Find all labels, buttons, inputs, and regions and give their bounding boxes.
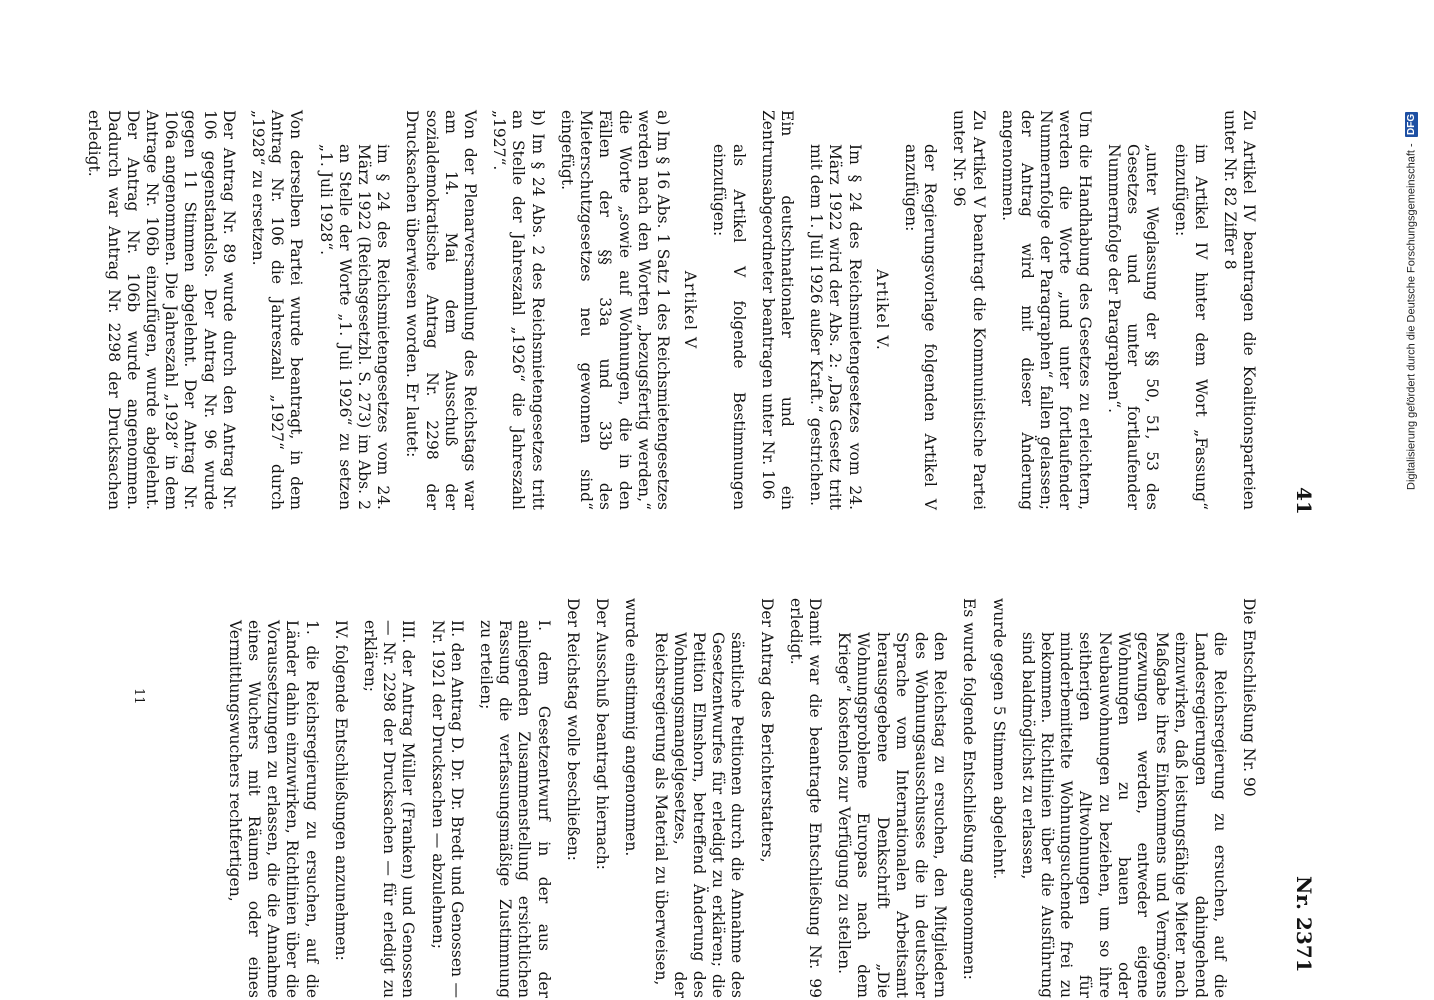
paragraph: Der Reichstag wolle beschließen: xyxy=(563,598,582,861)
right-column xyxy=(215,598,1258,998)
paragraph: Zu Artikel V beantragt die Kommunistische Partei unter Nr. 96 xyxy=(950,110,988,510)
paragraph: Der Ausschuß beantragt hiernach: xyxy=(593,598,612,870)
left-column xyxy=(74,110,1258,510)
quote: die Reichsregierung zu ersuchen, auf die Landesregierungen dahingehend einzuwirken, daß leistungsfähige Mieter nach Maßgabe ihres Einkommens und Vermögens gezwungen werden, entweder eigene Wohnungen zu bauen oder Neubauwohnungen zu beziehen, um so ihre seitherigen Altwohnungen für minderbemittelte Wohnungsuchende frei zu bekommen. Richtlinien über die Ausführung sind baldmöglichst zu erlassen, xyxy=(1018,632,1229,998)
list-item: II. den Antrag D. Dr. Dr. Bredt und Genossen — Nr. 1921 der Drucksachen — abzulehnen; xyxy=(428,620,466,998)
article-heading: Artikel V xyxy=(681,270,700,350)
funding-note xyxy=(1405,10,1418,490)
list-item: III. der Antrag Müller (Franken) und Genossen — Nr. 2298 der Drucksachen — für erledigt zu erklären; xyxy=(361,620,418,998)
paragraph: Um die Handhabung des Gesetzes zu erleichtern, werden die Worte „und unter fortlaufender Nummernfolge der Paragraphen“ fallen gelassen; der Antrag wird mit dieser Änderung angenommen. xyxy=(998,110,1094,510)
quote: Im § 24 des Reichsmietengesetzes vom 24. März 1922 wird der Abs. 2: „Das Gesetz tritt mit dem 1. Juli 1926 außer Kraft.“ gestrichen. xyxy=(807,144,864,510)
dfg-logo: DFG xyxy=(1406,114,1417,136)
paragraph: Der Antrag Nr. 89 wurde durch den Antrag Nr. 106 gegenstandslos. Der Antrag Nr. 96 wurde gegen 11 Stimmen abgelehnt. Der Antrag Nr. 106a angenommen. Die Jahreszahl „1928“ in dem Antrage Nr. 106b einzufügen, wurde abgelehnt. Der Antrag Nr. 106b wurde angenommen. Dadurch war Antrag Nr. 2298 der Drucksachen erledigt. xyxy=(85,110,238,510)
paragraph: Es wurde folgende Entschließung angenommen: xyxy=(960,598,979,980)
funding-note-text: Digitalisierung gefördert durch die Deutsche Forschungsgemeinschaft - xyxy=(1405,143,1418,490)
paragraph: Die Entschließung Nr. 90 xyxy=(1240,598,1258,797)
paragraph: Damit war die beantragte Entschließung Nr. 99 erledigt. xyxy=(786,598,824,998)
list-item: b) Im § 24 Abs. 2 des Reichsmietengesetzes tritt an Stelle der Jahreszahl „1926“ die Jahreszahl „1927“. xyxy=(490,110,547,510)
list-item: I. dem Gesetzentwurf in der aus der anliegenden Zusammenstellung ersichtlichen Fassung die verfassungsmäßige Zustimmung zu erteilen; xyxy=(477,620,553,998)
paragraph: im Artikel IV hinter dem Wort „Fassung“ einzufügen: xyxy=(1172,144,1210,510)
quote: im § 24 des Reichsmietengesetzes vom 24. März 1922 (Reichsgesetzbl. S. 273) im Abs. 2 an Stelle der Worte „1. Juli 1926“ zu setzen „1. Juli 1928“. xyxy=(316,144,393,510)
list-item: IV. folgende Entschließungen anzunehmen: xyxy=(331,620,350,961)
page-number-left: 41 xyxy=(1292,487,1316,515)
footer-page-number: 11 xyxy=(131,688,146,705)
paragraph: der Regierungsvorlage folgenden Artikel V anzufügen: xyxy=(901,144,940,510)
paragraph: wurde einstimmig angenommen. xyxy=(622,598,641,857)
quote: den Reichstag zu ersuchen, den Mitgliedern des Wohnungsausschusses die in deutscher Sprache vom Internationalen Arbeitsamt herausgegebene Denkschrift „Die Wohnungsprobleme Europas nach dem Kriege“ kostenlos zur Verfügung zu stellen. xyxy=(835,632,950,998)
quote: sämtliche Petitionen durch die Annahme des Gesetzentwurfes für erledigt zu erklären; die Petition Elmshorn, betreffend Änderung des Wohnungsmangelgesetzes, der Reichsregierung als Material zu überweisen, xyxy=(651,632,747,998)
paragraph: Ein deutschnationaler und ein Zentrumsabgeordneter beantragen unter Nr. 106 xyxy=(758,110,796,510)
paragraph: Von derselben Partei wurde beantragt, in dem Antrag Nr. 106 die Jahreszahl „1927“ durch „1928“ zu ersetzen. xyxy=(249,110,306,510)
quote: „unter Weglassung der §§ 50, 51, 53 des Gesetzes und unter fortlaufender Nummernfolge der Paragraphen“. xyxy=(1104,144,1162,510)
paragraph: wurde gegen 5 Stimmen abgelehnt. xyxy=(989,598,1008,880)
paragraph: Zu Artikel IV beantragen die Koalitionsparteien unter Nr. 82 Ziffer 8 xyxy=(1220,110,1258,510)
list-item: 1. die Reichsregierung zu ersuchen, auf die Länder dahin einzuwirken, Richtlinien über die Voraussetzungen zu erlassen, die die Annahme eines Wuchers mit Räumen oder eines Vermittlungswuchers rechtfertigen, xyxy=(225,620,321,998)
paragraph: Der Antrag des Berichterstatters, xyxy=(757,598,776,863)
paragraph: Von der Plenarversammlung des Reichstags war am 14. Mai dem Ausschuß der sozialdemokratische Antrag Nr. 2298 der Drucksachen überwiesen worden. Er lautet: xyxy=(403,110,480,510)
article-heading: Artikel V. xyxy=(872,269,891,351)
list-item: a) Im § 16 Abs. 1 Satz 1 des Reichsmietengesetzes werden nach den Worten „bezugsfertig werden,“ die Worte „sowie auf Wohnungen, die in den Fällen der §§ 33a und 33b des Mieterschutzgesetzes neu gewonnen sind“ eingefügt. xyxy=(557,110,672,510)
paragraph: als Artikel V folgende Bestimmungen einzufügen: xyxy=(710,144,748,510)
page-number-right: Nr. 2371 xyxy=(1292,876,1316,973)
